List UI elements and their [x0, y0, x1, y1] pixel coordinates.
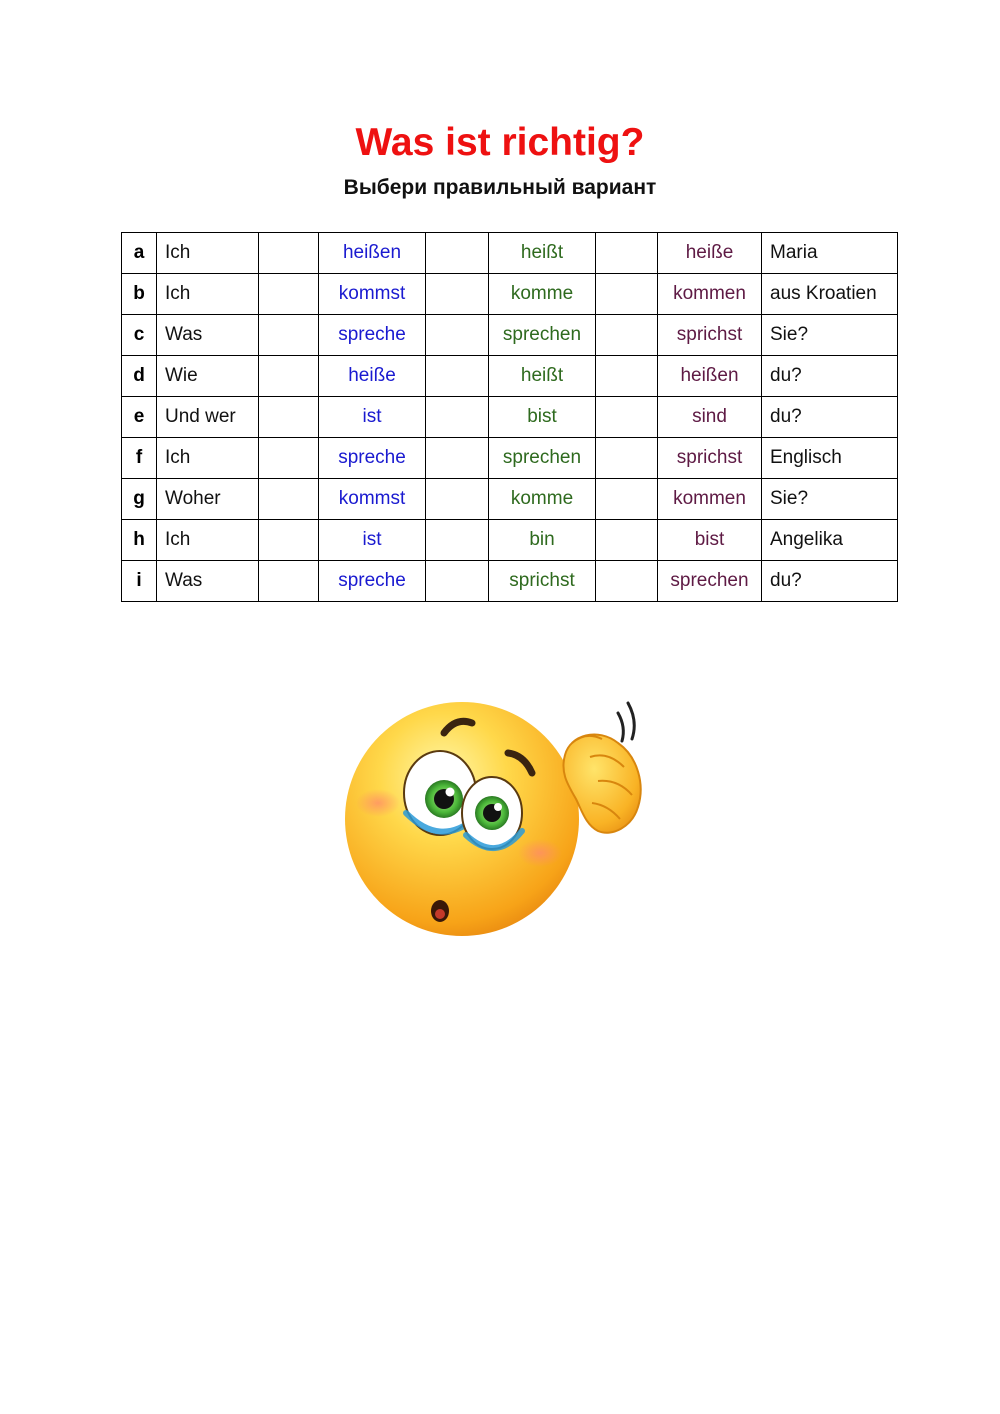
row-subject: Was: [157, 315, 259, 356]
answer-option-3[interactable]: sprechen: [658, 561, 762, 602]
answer-checkbox-cell[interactable]: [259, 520, 319, 561]
row-ending: Maria: [762, 233, 898, 274]
table-body: [122, 233, 898, 602]
row-subject: Ich: [157, 274, 259, 315]
answer-checkbox-cell[interactable]: [596, 438, 658, 479]
answer-checkbox-cell[interactable]: [596, 315, 658, 356]
answer-checkbox-cell[interactable]: [426, 315, 489, 356]
answer-option-2[interactable]: bist: [489, 397, 596, 438]
answer-checkbox-cell[interactable]: [259, 438, 319, 479]
answer-option-1[interactable]: spreche: [319, 315, 426, 356]
row-letter: e: [122, 397, 157, 438]
answer-checkbox-cell[interactable]: [259, 233, 319, 274]
answer-option-1[interactable]: kommst: [319, 479, 426, 520]
answer-checkbox-cell[interactable]: [596, 520, 658, 561]
answer-option-3[interactable]: heißen: [658, 356, 762, 397]
answer-option-1[interactable]: spreche: [319, 438, 426, 479]
answer-checkbox-cell[interactable]: [596, 233, 658, 274]
row-letter: c: [122, 315, 157, 356]
row-subject: Was: [157, 561, 259, 602]
answer-checkbox-cell[interactable]: [596, 356, 658, 397]
answer-option-2[interactable]: sprechen: [489, 315, 596, 356]
row-subject: Und wer: [157, 397, 259, 438]
answer-option-3[interactable]: sind: [658, 397, 762, 438]
row-letter: g: [122, 479, 157, 520]
answer-checkbox-cell[interactable]: [259, 397, 319, 438]
answer-option-2[interactable]: komme: [489, 479, 596, 520]
answer-checkbox-cell[interactable]: [596, 561, 658, 602]
answer-option-1[interactable]: heißen: [319, 233, 426, 274]
answer-checkbox-cell[interactable]: [259, 315, 319, 356]
table-row: [122, 315, 898, 356]
answer-checkbox-cell[interactable]: [426, 274, 489, 315]
answer-option-2[interactable]: sprechen: [489, 438, 596, 479]
table-row: [122, 561, 898, 602]
row-letter: i: [122, 561, 157, 602]
answer-option-3[interactable]: bist: [658, 520, 762, 561]
answer-option-3[interactable]: kommen: [658, 274, 762, 315]
answer-checkbox-cell[interactable]: [259, 356, 319, 397]
answer-option-1[interactable]: kommst: [319, 274, 426, 315]
row-ending: du?: [762, 561, 898, 602]
answer-option-3[interactable]: sprichst: [658, 315, 762, 356]
row-ending: Englisch: [762, 438, 898, 479]
answer-checkbox-cell[interactable]: [259, 561, 319, 602]
page-title: Was ist richtig?: [355, 121, 645, 164]
answer-checkbox-cell[interactable]: [259, 479, 319, 520]
answer-option-3[interactable]: heiße: [658, 233, 762, 274]
answer-option-1[interactable]: heiße: [319, 356, 426, 397]
answer-checkbox-cell[interactable]: [426, 356, 489, 397]
answer-checkbox-cell[interactable]: [596, 479, 658, 520]
row-ending: aus Kroatien: [762, 274, 898, 315]
thinking-emoji-illustration: [340, 695, 660, 945]
table-row: [122, 438, 898, 479]
answer-checkbox-cell[interactable]: [259, 274, 319, 315]
exercise-table: [121, 232, 898, 602]
answer-option-2[interactable]: bin: [489, 520, 596, 561]
row-letter: f: [122, 438, 157, 479]
row-subject: Ich: [157, 438, 259, 479]
row-subject: Ich: [157, 520, 259, 561]
answer-option-1[interactable]: spreche: [319, 561, 426, 602]
answer-option-1[interactable]: ist: [319, 397, 426, 438]
answer-checkbox-cell[interactable]: [426, 520, 489, 561]
answer-checkbox-cell[interactable]: [426, 397, 489, 438]
answer-option-3[interactable]: kommen: [658, 479, 762, 520]
answer-checkbox-cell[interactable]: [596, 397, 658, 438]
row-ending: Angelika: [762, 520, 898, 561]
row-letter: h: [122, 520, 157, 561]
row-subject: Wie: [157, 356, 259, 397]
table-row: [122, 479, 898, 520]
answer-option-3[interactable]: sprichst: [658, 438, 762, 479]
answer-option-2[interactable]: sprichst: [489, 561, 596, 602]
table-row: [122, 520, 898, 561]
table-row: [122, 397, 898, 438]
answer-option-2[interactable]: komme: [489, 274, 596, 315]
answer-option-1[interactable]: ist: [319, 520, 426, 561]
thinking-confused-emoji-icon: [340, 695, 660, 945]
row-ending: du?: [762, 356, 898, 397]
table-row: [122, 274, 898, 315]
answer-checkbox-cell[interactable]: [426, 233, 489, 274]
row-ending: Sie?: [762, 479, 898, 520]
table-row: [122, 233, 898, 274]
answer-checkbox-cell[interactable]: [426, 561, 489, 602]
answer-option-2[interactable]: heißt: [489, 356, 596, 397]
table-row: [122, 356, 898, 397]
row-ending: Sie?: [762, 315, 898, 356]
answer-option-2[interactable]: heißt: [489, 233, 596, 274]
row-subject: Woher: [157, 479, 259, 520]
row-letter: a: [122, 233, 157, 274]
row-letter: b: [122, 274, 157, 315]
page-subtitle: Выбери правильный вариант: [343, 176, 657, 199]
row-letter: d: [122, 356, 157, 397]
row-ending: du?: [762, 397, 898, 438]
row-subject: Ich: [157, 233, 259, 274]
answer-checkbox-cell[interactable]: [596, 274, 658, 315]
answer-checkbox-cell[interactable]: [426, 438, 489, 479]
answer-checkbox-cell[interactable]: [426, 479, 489, 520]
